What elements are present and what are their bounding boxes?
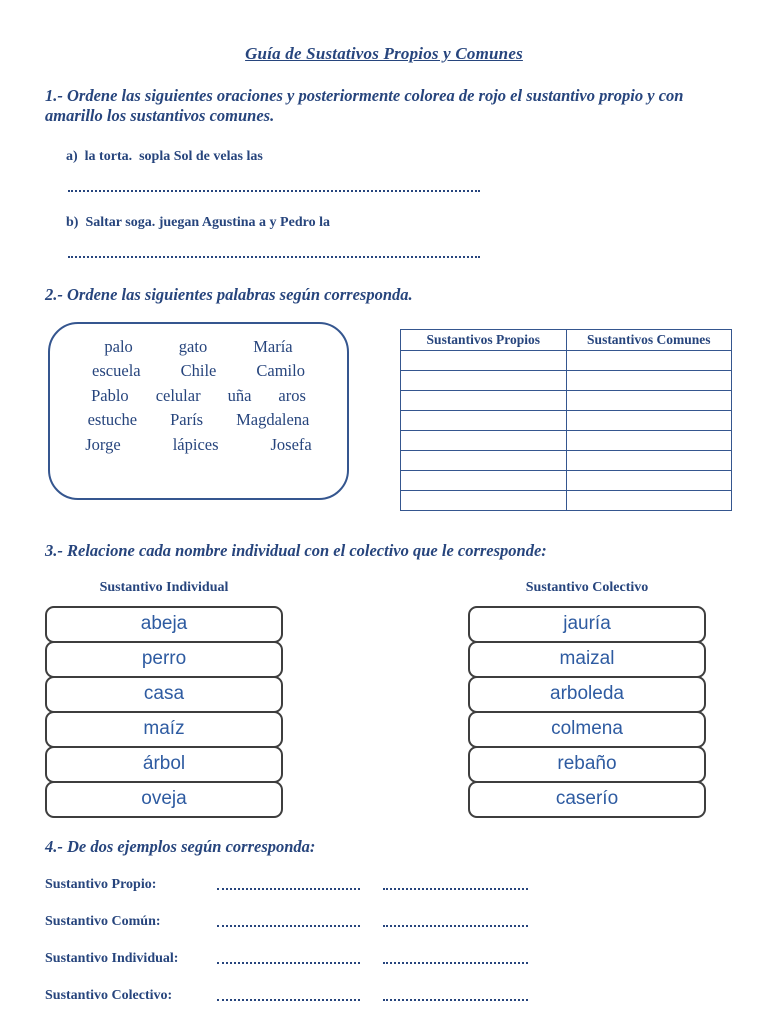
answer-line-a [68,190,480,192]
colectivo-item: arboleda [468,676,706,713]
word: estuche [87,410,138,430]
individual-item: maíz [45,711,283,748]
example-answer-line [217,888,360,890]
table-row [401,450,732,470]
empty-cell [401,490,567,510]
answer-line-b [68,256,480,258]
word-bank-row [50,359,347,384]
exercise-item-a [66,149,723,165]
word: celular [155,385,201,405]
item-b-label: b) [66,214,79,230]
item-b-text: Saltar soga. juegan Agustina a y Pedro la [85,214,330,230]
example-answer-line [217,999,360,1001]
section1-heading: 1.- Ordene las siguientes oraciones y posteriormente colorea de rojo el sustantivo propio y con amarillo los sustantivos comunes. [45,86,684,125]
table-row [401,490,732,510]
table-row [401,370,732,390]
classification-table [400,329,732,511]
col-header-comunes: Sustantivos Comunes [566,329,732,350]
page-title: Guía de Sustativos Propios y Comunes [245,44,523,63]
word: Pablo [91,385,129,405]
individual-item: casa [45,676,283,713]
example-label: Sustantivo Colectivo: [45,987,173,1003]
example-answer-line [383,962,528,964]
empty-cell [401,430,567,450]
word: aros [278,385,306,405]
empty-cell [401,470,567,490]
word: lápices [172,434,219,454]
table-row [401,430,732,450]
empty-cell [566,430,732,450]
word: uña [227,385,252,405]
section2-heading: 2.- Ordene las siguientes palabras según corresponda. [45,284,413,304]
word: Camilo [256,361,305,381]
individual-item: oveja [45,781,283,818]
empty-cell [401,370,567,390]
word: escuela [92,361,141,381]
word: Magdalena [236,410,310,430]
empty-cell [401,410,567,430]
word: Chile [180,361,217,381]
empty-cell [401,350,567,370]
word: gato [178,336,208,356]
example-answer-line [383,999,528,1001]
empty-cell [566,370,732,390]
example-answer-line [217,962,360,964]
individual-column-label: Sustantivo Individual [99,579,229,595]
empty-cell [401,390,567,410]
example-label: Sustantivo Común: [45,913,161,929]
empty-cell [566,490,732,510]
table-header-row [401,329,732,350]
examples-section [0,876,768,1004]
colectivo-column [468,606,706,816]
word-bank-box [48,322,349,500]
example-answer-line [383,925,528,927]
section2-content [48,322,768,511]
match-columns [45,606,723,816]
table-row [401,350,732,370]
word: María [253,336,293,356]
individual-item: perro [45,641,283,678]
empty-cell [401,450,567,470]
match-column-labels [45,580,723,596]
empty-cell [566,350,732,370]
word-bank-row [50,433,347,458]
item-a-text: la torta. sopla Sol de velas las [84,148,263,164]
table-row [401,390,732,410]
colectivo-column-label: Sustantivo Colectivo [525,579,649,595]
empty-cell [566,390,732,410]
example-answer-line [383,888,528,890]
example-row-individual [45,950,723,967]
colectivo-item: rebaño [468,746,706,783]
colectivo-item: jauría [468,606,706,643]
section3-heading: 3.- Relacione cada nombre individual con el colectivo que le corresponde: [45,540,547,560]
section4-heading: 4.- De dos ejemplos según corresponda: [45,836,316,856]
example-answer-line [217,925,360,927]
colectivo-item: colmena [468,711,706,748]
item-a-label: a) [66,148,78,164]
individual-item: abeja [45,606,283,643]
word: palo [104,336,133,356]
individual-item: árbol [45,746,283,783]
table-row [401,410,732,430]
empty-cell [566,410,732,430]
example-row-comun [45,913,723,930]
example-label: Sustantivo Individual: [45,950,179,966]
exercise-item-b [66,215,723,231]
individual-column [45,606,283,816]
word-bank-row [50,335,347,360]
example-row-propio [45,876,723,893]
example-row-colectivo [45,987,723,1004]
word: Jorge [85,434,121,454]
empty-cell [566,470,732,490]
word: Josefa [270,434,312,454]
col-header-propios: Sustantivos Propios [401,329,567,350]
empty-cell [566,450,732,470]
word-bank-row [50,408,347,433]
colectivo-item: maizal [468,641,706,678]
word: París [170,410,204,430]
column-spacer [283,580,468,596]
table-row [401,470,732,490]
example-label: Sustantivo Propio: [45,876,157,892]
word-bank-row [50,384,347,409]
colectivo-item: caserío [468,781,706,818]
